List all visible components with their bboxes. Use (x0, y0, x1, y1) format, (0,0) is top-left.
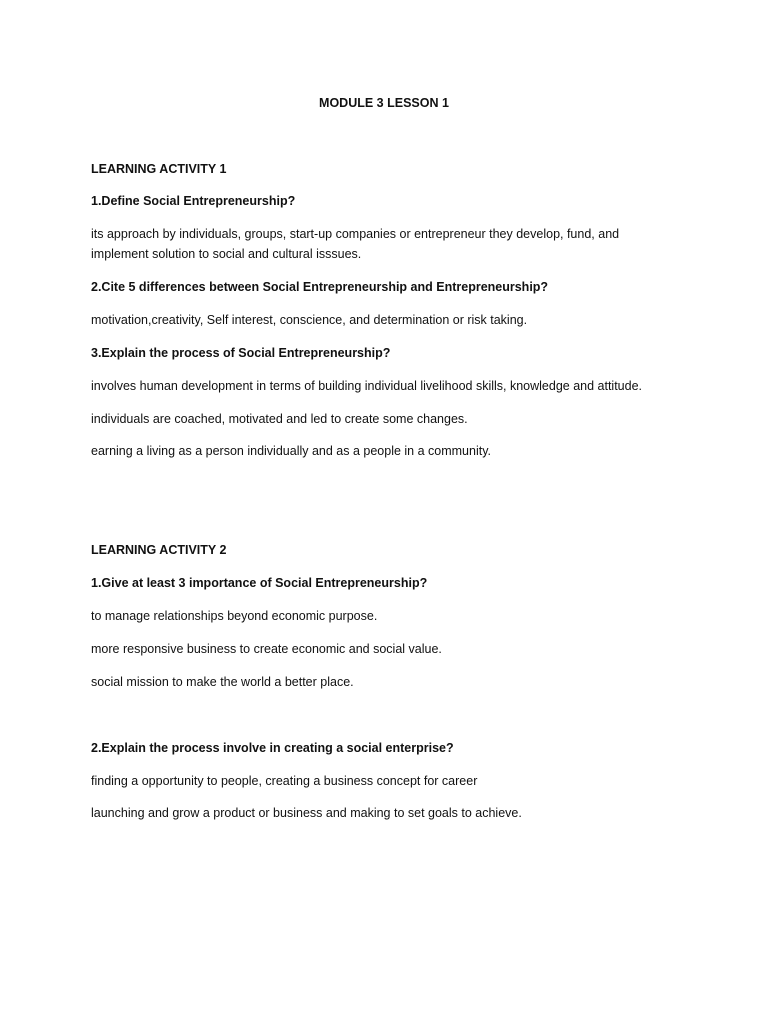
activity-2-answer-2-line-1: finding a opportunity to people, creating a business concept for career (91, 774, 478, 788)
activity-2-answer-1-line-1: to manage relationships beyond economic purpose. (91, 609, 378, 623)
activity-2-answer-1-line-3: social mission to make the world a better place. (91, 675, 354, 689)
activity-1-question-3: 3.Explain the process of Social Entrepreneurship? (91, 346, 391, 360)
activity-2-heading: LEARNING ACTIVITY 2 (91, 543, 227, 557)
activity-2-question-1: 1.Give at least 3 importance of Social Entrepreneurship? (91, 576, 428, 590)
activity-1-answer-3-line-3: earning a living as a person individually and as a people in a community. (91, 444, 492, 458)
activity-2-answer-1-line-2: more responsive business to create economic and social value. (91, 642, 442, 656)
activity-1-question-2: 2.Cite 5 differences between Social Entrepreneurship and Entrepreneurship? (91, 280, 549, 294)
activity-1-heading: LEARNING ACTIVITY 1 (91, 162, 227, 176)
activity-2-answer-2-line-2: launching and grow a product or business and making to set goals to achieve. (91, 806, 522, 820)
activity-1-question-1: 1.Define Social Entrepreneurship? (91, 194, 296, 208)
activity-1-answer-3-line-2: individuals are coached, motivated and led to create some changes. (91, 412, 468, 426)
document-title: MODULE 3 LESSON 1 (319, 96, 449, 110)
activity-1-answer-2: motivation,creativity, Self interest, conscience, and determination or risk taking. (91, 313, 528, 327)
activity-1-answer-3-line-1: involves human development in terms of building individual livelihood skills, knowledge and attitude. (91, 379, 643, 393)
activity-1-answer-1-line-1: its approach by individuals, groups, start-up companies or entrepreneur they develop, fund, and (91, 227, 620, 241)
activity-2-question-2: 2.Explain the process involve in creating a social enterprise? (91, 741, 454, 755)
activity-1-answer-1-line-2: implement solution to social and cultural isssues. (91, 247, 362, 261)
